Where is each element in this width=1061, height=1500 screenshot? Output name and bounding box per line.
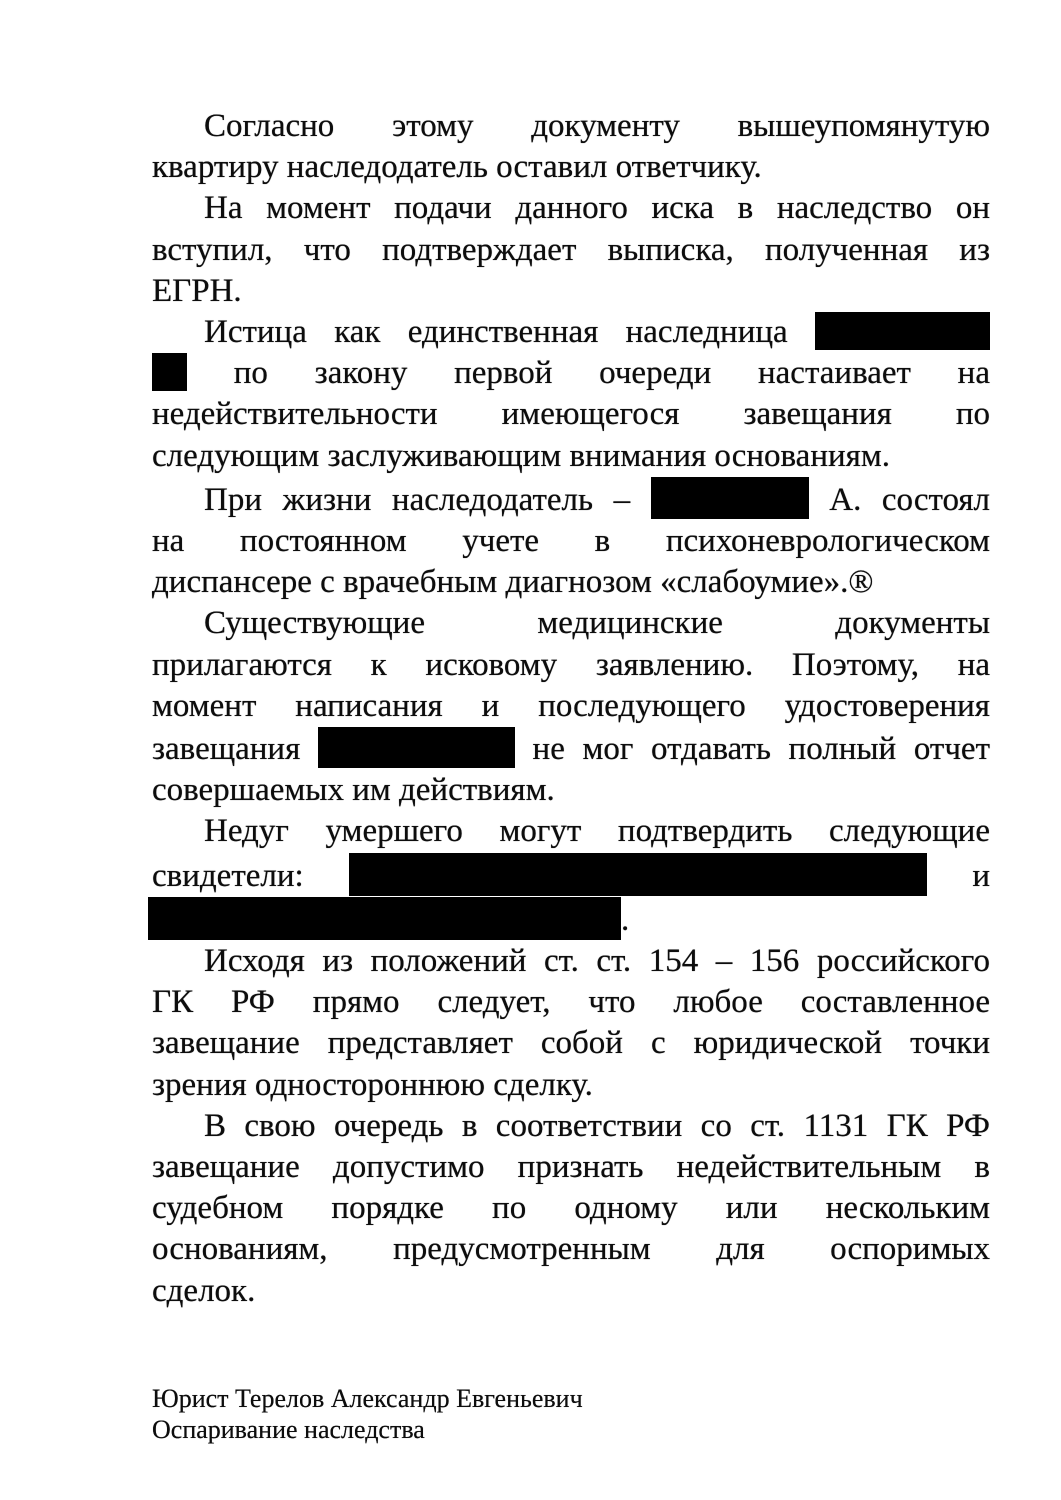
text-segment: не мог отдавать полный отчет <box>532 731 990 768</box>
text-line <box>152 353 990 394</box>
text-line: завещание допустимо признать недействительным в <box>152 1149 990 1186</box>
text-segment: и <box>972 857 990 894</box>
text-line <box>152 312 990 353</box>
footer-author: Юрист Терелов Александр Евгеньевич <box>152 1384 583 1413</box>
document-body <box>152 106 990 1312</box>
text-line: прилагаются к исковому заявлению. Поэтому, на <box>152 646 990 683</box>
text-line <box>152 727 990 770</box>
redaction-bar <box>318 727 515 768</box>
text-line: судебном порядке по одному или нескольким <box>152 1190 990 1227</box>
text-line: Исходя из положений ст. ст. 154 – 156 российского <box>204 943 990 980</box>
text-segment: . <box>621 901 630 938</box>
text-line: квартиру наследодатель оставил ответчику. <box>152 149 762 186</box>
text-line: завещание представляет собой с юридической точки <box>152 1025 990 1062</box>
text-line <box>152 477 990 521</box>
text-line: основаниям, предусмотренным для оспоримых <box>152 1231 990 1268</box>
text-line: сделок. <box>152 1272 256 1309</box>
text-line: недействительности имеющегося завещания по <box>152 396 990 433</box>
text-line: диспансере с врачебным диагнозом «слабоумие».® <box>152 564 874 601</box>
paragraph <box>152 1106 990 1312</box>
text-segment: завещания <box>152 731 301 768</box>
paragraph <box>152 188 990 312</box>
paragraph <box>152 477 990 604</box>
text-line: Существующие медицинские документы <box>204 605 990 642</box>
text-line: На момент подачи данного иска в наследство он <box>204 190 990 227</box>
text-line: Согласно этому документу вышеупомянутую <box>204 108 990 144</box>
text-line: ГК РФ прямо следует, что любое составленное <box>152 984 990 1021</box>
text-segment: по закону первой очереди настаивает на <box>233 355 990 392</box>
paragraph <box>152 106 990 188</box>
paragraph <box>152 312 990 477</box>
paragraph <box>152 811 990 941</box>
redaction-bar <box>349 853 927 896</box>
text-line: момент написания и последующего удостоверения <box>152 687 990 724</box>
paragraph <box>152 603 990 811</box>
document-footer <box>152 1383 583 1445</box>
text-line: ЕГРН. <box>152 272 242 309</box>
text-segment: Истица как единственная наследница <box>204 314 788 351</box>
text-segment: При жизни наследодатель – <box>204 481 631 518</box>
text-line: вступил, что подтверждает выписка, полученная из <box>152 231 990 268</box>
paragraph <box>152 941 990 1106</box>
text-line: совершаемых им действиям. <box>152 772 555 809</box>
text-line <box>152 853 990 897</box>
redaction-bar <box>651 477 809 519</box>
text-segment: А. состоял <box>829 481 991 518</box>
footer-subtitle: Оспаривание наследства <box>152 1415 425 1444</box>
text-line: В свою очередь в соответствии со ст. 1131 ГК РФ <box>204 1107 990 1144</box>
text-line: Недуг умершего могут подтвердить следующие <box>204 813 990 850</box>
redaction-bar <box>152 353 187 391</box>
redaction-bar <box>815 312 990 350</box>
text-line: зрения одностороннюю сделку. <box>152 1066 593 1103</box>
text-line <box>152 897 990 941</box>
text-line: следующим заслуживающим внимания основаниям. <box>152 437 890 474</box>
text-segment: свидетели: <box>152 857 304 894</box>
text-line: на постоянном учете в психоневрологическом <box>152 523 990 560</box>
redaction-bar <box>148 897 621 940</box>
